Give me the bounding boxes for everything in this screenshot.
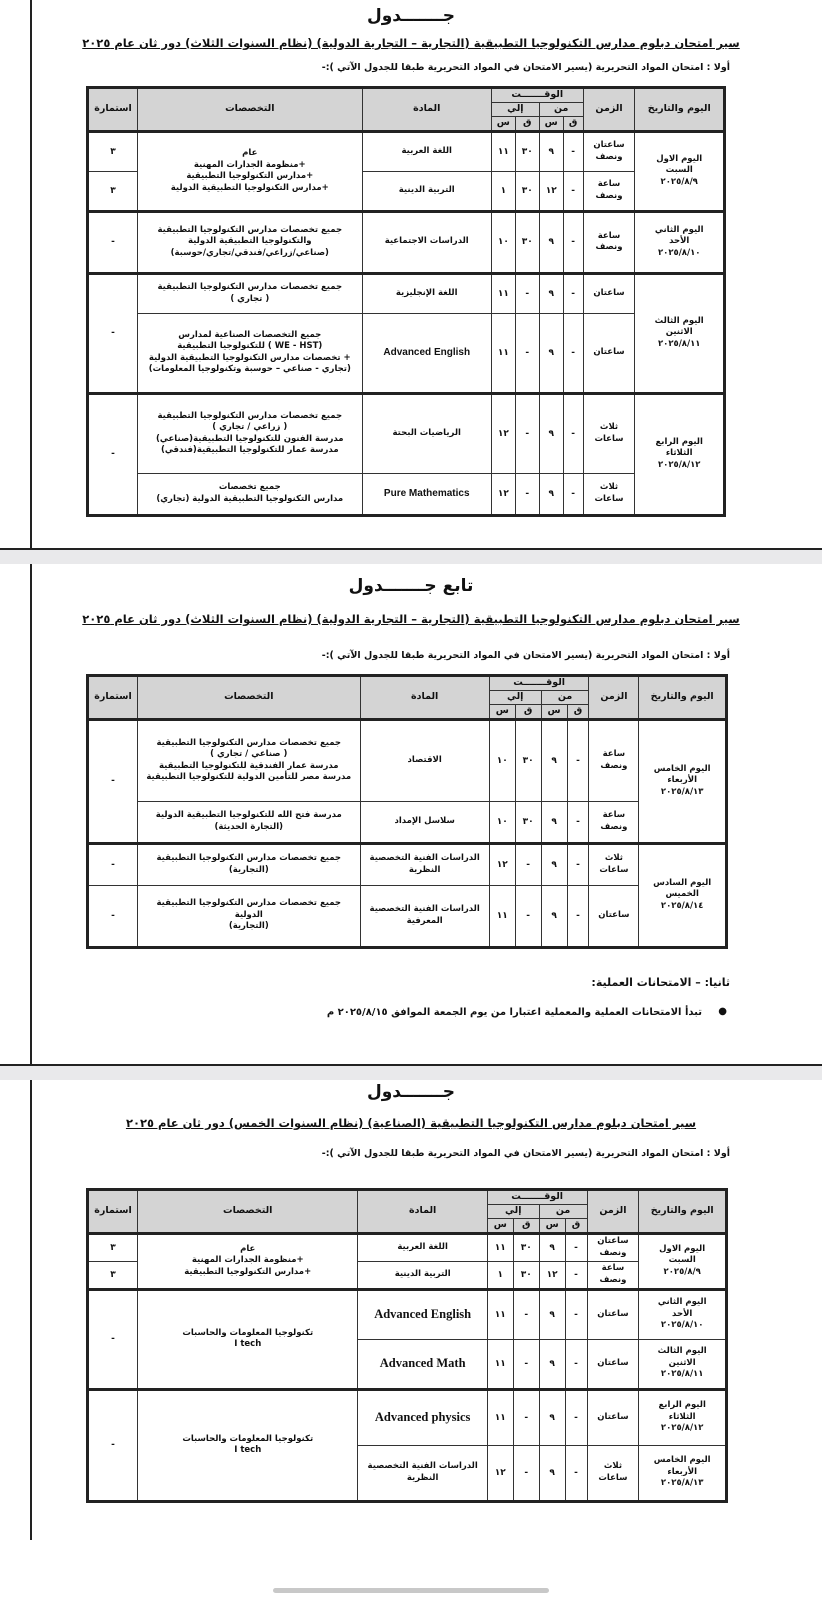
to-q: - bbox=[515, 313, 539, 393]
to-q: ٣٠ bbox=[513, 1233, 539, 1261]
table-row bbox=[88, 393, 725, 473]
header-from-s: س bbox=[539, 1218, 565, 1233]
from-s: ٩ bbox=[539, 393, 563, 473]
from-s: ٩ bbox=[541, 843, 567, 885]
duration-cell: ثلاث ساعات bbox=[587, 1445, 639, 1501]
header-from: من bbox=[541, 690, 589, 704]
table-row bbox=[88, 719, 727, 801]
page-2-subtitle: سير امتحان دبلوم مدارس التكنولوجيا التطبيقية (التجارية – التجارية الدولية) (نظام السنوات الثلاث) دور ثان عام ٢٠٢٥ bbox=[82, 612, 740, 626]
duration-cell: ثلاث ساعات bbox=[589, 843, 639, 885]
header-form: استمارة bbox=[88, 88, 138, 132]
day-cell: اليوم الرابع الثلاثاء ٢٠٢٥/٨/١٢ bbox=[635, 393, 725, 515]
header-form: استمارة bbox=[88, 1190, 138, 1234]
form-cell: ٣ bbox=[88, 1261, 138, 1289]
to-s: ١ bbox=[487, 1261, 513, 1289]
header-duration: الزمن bbox=[583, 88, 635, 132]
from-q: - bbox=[563, 393, 583, 473]
table-row bbox=[88, 801, 727, 843]
spec-cell: جميع التخصصات الصناعية لمدارس (WE - HST ) للتكنولوجيا التطبيقية + تخصصات مدارس التكنولوجيا التطبيقية الدولية (تجاري - صناعي – حوسبة وتكنولوجيا المعلومات) bbox=[138, 313, 363, 393]
subject-cell: الاقتصاد bbox=[360, 719, 489, 801]
form-cell: - bbox=[88, 885, 138, 947]
duration-cell: ساعتان bbox=[583, 273, 635, 313]
header-to: إلي bbox=[491, 102, 539, 116]
page-1 bbox=[0, 0, 822, 548]
spec-cell: جميع تخصصات مدارس التكنولوجيا التطبيقية ( زراعي / تجاري ) مدرسة الفنون للتكنولوجيا التطبيقية(صناعي) مدرسة عمار للتكنولوجيا التطبيقية(فندقي) bbox=[138, 393, 363, 473]
header-spec: التخصصات bbox=[138, 676, 361, 720]
subject-cell: الدراسات الاجتماعية bbox=[362, 211, 491, 273]
header-duration: الزمن bbox=[589, 676, 639, 720]
duration-cell: ساعتان bbox=[587, 1339, 639, 1389]
header-subject: المادة bbox=[362, 88, 491, 132]
from-q: - bbox=[563, 273, 583, 313]
to-q: ٣٠ bbox=[515, 719, 541, 801]
page-3-subtitle: سير امتحان دبلوم مدارس التكنولوجيا التطبيقية (الصناعية) (نظام السنوات الخمس) دور ثان عام ٢٠٢٥ bbox=[125, 1116, 697, 1130]
subject-cell: اللغة العربية bbox=[362, 131, 491, 171]
header-to-s: س bbox=[487, 1218, 513, 1233]
from-s: ١٢ bbox=[539, 1261, 565, 1289]
subject-cell: الدراسات الفنية التخصصية النظرية bbox=[358, 1445, 487, 1501]
to-q: - bbox=[513, 1289, 539, 1339]
from-s: ٩ bbox=[539, 1339, 565, 1389]
from-s: ٩ bbox=[541, 801, 567, 843]
from-s: ٩ bbox=[539, 273, 563, 313]
form-cell: - bbox=[88, 393, 138, 515]
from-s: ٩ bbox=[539, 1289, 565, 1339]
page-1-title: جـــــــدول bbox=[366, 6, 456, 26]
duration-cell: ساعة ونصف bbox=[589, 719, 639, 801]
header-to-q: ق bbox=[515, 116, 539, 131]
from-s: ١٢ bbox=[539, 171, 563, 211]
day-cell: اليوم الثاني الأحد ٢٠٢٥/٨/١٠ bbox=[635, 211, 725, 273]
from-q: - bbox=[565, 1261, 587, 1289]
page-divider bbox=[0, 1064, 822, 1080]
subject-cell: Advanced physics bbox=[358, 1389, 487, 1445]
spec-cell: جميع تخصصات مدارس التكنولوجيا التطبيقية والتكنولوجيا التطبيقية الدولية (صناعي/زراعي/فندقي/تجاري/حوسبة) bbox=[138, 211, 363, 273]
table-row bbox=[88, 885, 727, 947]
from-s: ٩ bbox=[539, 1445, 565, 1501]
subject-cell: Advanced English bbox=[358, 1289, 487, 1339]
to-q: - bbox=[515, 843, 541, 885]
page-3-title: جـــــــدول bbox=[366, 1082, 456, 1102]
from-s: ٩ bbox=[541, 719, 567, 801]
from-s: ٩ bbox=[539, 1233, 565, 1261]
duration-cell: ساعتان bbox=[587, 1289, 639, 1339]
duration-cell: ساعة ونصف bbox=[583, 171, 635, 211]
from-q: - bbox=[563, 473, 583, 515]
header-to-s: س bbox=[489, 704, 515, 719]
header-from: من bbox=[539, 1204, 587, 1218]
subject-cell: اللغة العربية bbox=[358, 1233, 487, 1261]
from-q: - bbox=[567, 801, 589, 843]
from-s: ٩ bbox=[539, 131, 563, 171]
header-from-s: س bbox=[541, 704, 567, 719]
header-to-q: ق bbox=[515, 704, 541, 719]
to-q: - bbox=[515, 473, 539, 515]
header-from-s: س bbox=[539, 116, 563, 131]
duration-cell: ثلاث ساعات bbox=[583, 473, 635, 515]
day-cell: اليوم الثالث الاثنين ٢٠٢٥/٨/١١ bbox=[639, 1339, 727, 1389]
page-1-note: أولا : امتحان المواد التحريرية (يسير الامتحان في المواد التحريرية طبقا للجدول الآتي ):- bbox=[321, 62, 730, 73]
bullet-icon: ● bbox=[718, 1006, 727, 1017]
header-time: الوقـــــــت bbox=[487, 1190, 587, 1205]
from-s: ٩ bbox=[539, 313, 563, 393]
to-s: ١٠ bbox=[489, 801, 515, 843]
subject-cell: Pure Mathematics bbox=[362, 473, 491, 515]
duration-cell: ساعتان ونصف bbox=[583, 131, 635, 171]
form-cell: - bbox=[88, 719, 138, 843]
header-to: إلي bbox=[487, 1204, 539, 1218]
table-row bbox=[88, 1289, 727, 1339]
from-q: - bbox=[563, 171, 583, 211]
to-s: ١١ bbox=[491, 131, 515, 171]
day-cell: اليوم الاول السبت ٢٠٢٥/٨/٩ bbox=[635, 131, 725, 211]
to-s: ١٠ bbox=[491, 211, 515, 273]
spec-cell: عام +منظومة الجدارات المهنية +مدارس التكنولوجيا التطبيقية bbox=[138, 1233, 358, 1289]
to-s: ١١ bbox=[487, 1289, 513, 1339]
subject-cell: التربية الدينية bbox=[358, 1261, 487, 1289]
page-1-subtitle: سير امتحان دبلوم مدارس التكنولوجيا التطبيقية (التجارية – التجارية الدولية) (نظام السنوات الثلاث) دور ثان عام ٢٠٢٥ bbox=[82, 36, 740, 50]
page-3-note: أولا : امتحان المواد التحريرية (يسير الامتحان في المواد التحريرية طبقا للجدول الآتي ):- bbox=[321, 1148, 730, 1159]
from-q: - bbox=[565, 1233, 587, 1261]
from-q: - bbox=[565, 1445, 587, 1501]
to-q: - bbox=[513, 1389, 539, 1445]
header-time: الوقـــــــت bbox=[489, 676, 589, 691]
day-cell: اليوم الثاني الأحد ٢٠٢٥/٨/١٠ bbox=[639, 1289, 727, 1339]
spec-cell: جميع تخصصات مدارس التكنولوجيا التطبيقية ( تجاري ) bbox=[138, 273, 363, 313]
from-s: ٩ bbox=[539, 211, 563, 273]
to-s: ١١ bbox=[491, 313, 515, 393]
table-row bbox=[88, 211, 725, 273]
home-indicator[interactable] bbox=[273, 1588, 549, 1593]
spec-cell: عام +منظومة الجدارات المهنية +مدارس التكنولوجيا التطبيقية +مدارس التكنولوجيا التطبيقية الدولية bbox=[138, 131, 363, 211]
table-row bbox=[88, 1389, 727, 1445]
to-s: ١١ bbox=[487, 1389, 513, 1445]
to-s: ١٢ bbox=[491, 473, 515, 515]
day-cell: اليوم الخامس الأربعاء ٢٠٢٥/٨/١٣ bbox=[639, 1445, 727, 1501]
spec-cell: تكنولوجيا المعلومات والحاسبات I tech bbox=[138, 1389, 358, 1501]
from-q: - bbox=[565, 1339, 587, 1389]
header-form: استمارة bbox=[88, 676, 138, 720]
spec-cell: تكنولوجيا المعلومات والحاسبات I tech bbox=[138, 1289, 358, 1389]
table-row bbox=[88, 313, 725, 393]
to-s: ١٢ bbox=[491, 393, 515, 473]
table-row bbox=[88, 843, 727, 885]
table-row bbox=[88, 131, 725, 171]
subject-cell: الدراسات الفنية التخصصية النظرية bbox=[360, 843, 489, 885]
table-row bbox=[88, 273, 725, 313]
subject-cell: سلاسل الإمداد bbox=[360, 801, 489, 843]
to-s: ١١ bbox=[489, 885, 515, 947]
page-divider bbox=[0, 548, 822, 564]
spec-cell: جميع تخصصات مدارس التكنولوجيا التطبيقية الدولية (تجاري) bbox=[138, 473, 363, 515]
subject-cell: Advanced Math bbox=[358, 1339, 487, 1389]
from-s: ٩ bbox=[541, 885, 567, 947]
subject-cell: التربية الدينية bbox=[362, 171, 491, 211]
from-q: - bbox=[563, 131, 583, 171]
to-s: ١٢ bbox=[489, 843, 515, 885]
practical-heading: ثانيا: – الامتحانات العملية: bbox=[591, 976, 730, 989]
page-2-note: أولا : امتحان المواد التحريرية (يسير الامتحان في المواد التحريرية طبقا للجدول الآتي ):- bbox=[321, 650, 730, 661]
from-q: - bbox=[565, 1389, 587, 1445]
to-q: ٣٠ bbox=[515, 211, 539, 273]
form-cell: - bbox=[88, 843, 138, 885]
spec-cell: جميع تخصصات مدارس التكنولوجيا التطبيقية الدولية (التجارية) bbox=[138, 885, 361, 947]
from-q: - bbox=[567, 885, 589, 947]
from-s: ٩ bbox=[539, 1389, 565, 1445]
form-cell: - bbox=[88, 211, 138, 273]
to-q: - bbox=[515, 885, 541, 947]
to-s: ١ bbox=[491, 171, 515, 211]
practical-line: تبدأ الامتحانات العملية والمعملية اعتبارا من يوم الجمعة الموافق ٢٠٢٥/٨/١٥ م bbox=[326, 1007, 702, 1018]
to-q: ٣٠ bbox=[515, 171, 539, 211]
from-q: - bbox=[567, 719, 589, 801]
table-row bbox=[88, 473, 725, 515]
form-cell: - bbox=[88, 1389, 138, 1501]
header-duration: الزمن bbox=[587, 1190, 639, 1234]
subject-cell: الدراسات الفنية التخصصية المعرفية bbox=[360, 885, 489, 947]
to-q: ٣٠ bbox=[515, 801, 541, 843]
from-s: ٩ bbox=[539, 473, 563, 515]
duration-cell: ساعة ونصف bbox=[583, 211, 635, 273]
from-q: - bbox=[563, 313, 583, 393]
header-to-s: س bbox=[491, 116, 515, 131]
header-from-q: ق bbox=[563, 116, 583, 131]
form-cell: - bbox=[88, 273, 138, 393]
subject-cell: Advanced English bbox=[362, 313, 491, 393]
header-time: الوقـــــــت bbox=[491, 88, 583, 103]
header-subject: المادة bbox=[358, 1190, 487, 1234]
header-day: اليوم والتاريخ bbox=[639, 676, 727, 720]
page-2 bbox=[0, 564, 822, 1064]
table-row bbox=[88, 1233, 727, 1261]
duration-cell: ساعتان ونصف bbox=[587, 1233, 639, 1261]
to-s: ١٢ bbox=[487, 1445, 513, 1501]
from-q: - bbox=[567, 843, 589, 885]
to-q: - bbox=[513, 1339, 539, 1389]
to-q: - bbox=[515, 393, 539, 473]
header-spec: التخصصات bbox=[138, 88, 363, 132]
schedule-table-1 bbox=[86, 86, 726, 517]
schedule-table-2 bbox=[86, 674, 728, 949]
form-cell: ٣ bbox=[88, 131, 138, 171]
spec-cell: جميع تخصصات مدارس التكنولوجيا التطبيقية ( صناعي / تجاري ) مدرسة عمار الفندقية للتكنولوجيا التطبيقية مدرسة مصر للتأمين الدولية للتكنولوجيا التطبيقية bbox=[138, 719, 361, 801]
header-from-q: ق bbox=[567, 704, 589, 719]
page-3 bbox=[0, 1080, 822, 1580]
subject-cell: الرياضيات البحتة bbox=[362, 393, 491, 473]
header-to: إلي bbox=[489, 690, 541, 704]
form-cell: ٣ bbox=[88, 171, 138, 211]
duration-cell: ساعة ونصف bbox=[589, 801, 639, 843]
spec-cell: مدرسة فتح الله للتكنولوجيا التطبيقية الدولية (التجارة الحديثة) bbox=[138, 801, 361, 843]
day-cell: اليوم السادس الخميس ٢٠٢٥/٨/١٤ bbox=[639, 843, 727, 947]
day-cell: اليوم الخامس الأربعاء ٢٠٢٥/٨/١٣ bbox=[639, 719, 727, 843]
to-s: ١١ bbox=[491, 273, 515, 313]
from-q: - bbox=[563, 211, 583, 273]
to-s: ١٠ bbox=[489, 719, 515, 801]
to-q: ٣٠ bbox=[515, 131, 539, 171]
spec-cell: جميع تخصصات مدارس التكنولوجيا التطبيقية (التجارية) bbox=[138, 843, 361, 885]
duration-cell: ساعة ونصف bbox=[587, 1261, 639, 1289]
header-spec: التخصصات bbox=[138, 1190, 358, 1234]
header-day: اليوم والتاريخ bbox=[635, 88, 725, 132]
header-subject: المادة bbox=[360, 676, 489, 720]
duration-cell: ساعتان bbox=[587, 1389, 639, 1445]
to-s: ١١ bbox=[487, 1233, 513, 1261]
header-from: من bbox=[539, 102, 583, 116]
to-q: ٣٠ bbox=[513, 1261, 539, 1289]
subject-cell: اللغة الإنجليزية bbox=[362, 273, 491, 313]
duration-cell: ثلاث ساعات bbox=[583, 393, 635, 473]
page-2-title: تابع جـــــــدول bbox=[348, 576, 474, 596]
duration-cell: ساعتان bbox=[589, 885, 639, 947]
duration-cell: ساعتان bbox=[583, 313, 635, 393]
header-day: اليوم والتاريخ bbox=[639, 1190, 727, 1234]
day-cell: اليوم الاول السبت ٢٠٢٥/٨/٩ bbox=[639, 1233, 727, 1289]
header-from-q: ق bbox=[565, 1218, 587, 1233]
day-cell: اليوم الثالث الاثنين ٢٠٢٥/٨/١١ bbox=[635, 273, 725, 393]
to-q: - bbox=[515, 273, 539, 313]
header-to-q: ق bbox=[513, 1218, 539, 1233]
form-cell: ٣ bbox=[88, 1233, 138, 1261]
to-q: - bbox=[513, 1445, 539, 1501]
from-q: - bbox=[565, 1289, 587, 1339]
schedule-table-3 bbox=[86, 1188, 728, 1503]
to-s: ١١ bbox=[487, 1339, 513, 1389]
form-cell: - bbox=[88, 1289, 138, 1389]
day-cell: اليوم الرابع الثلاثاء ٢٠٢٥/٨/١٢ bbox=[639, 1389, 727, 1445]
